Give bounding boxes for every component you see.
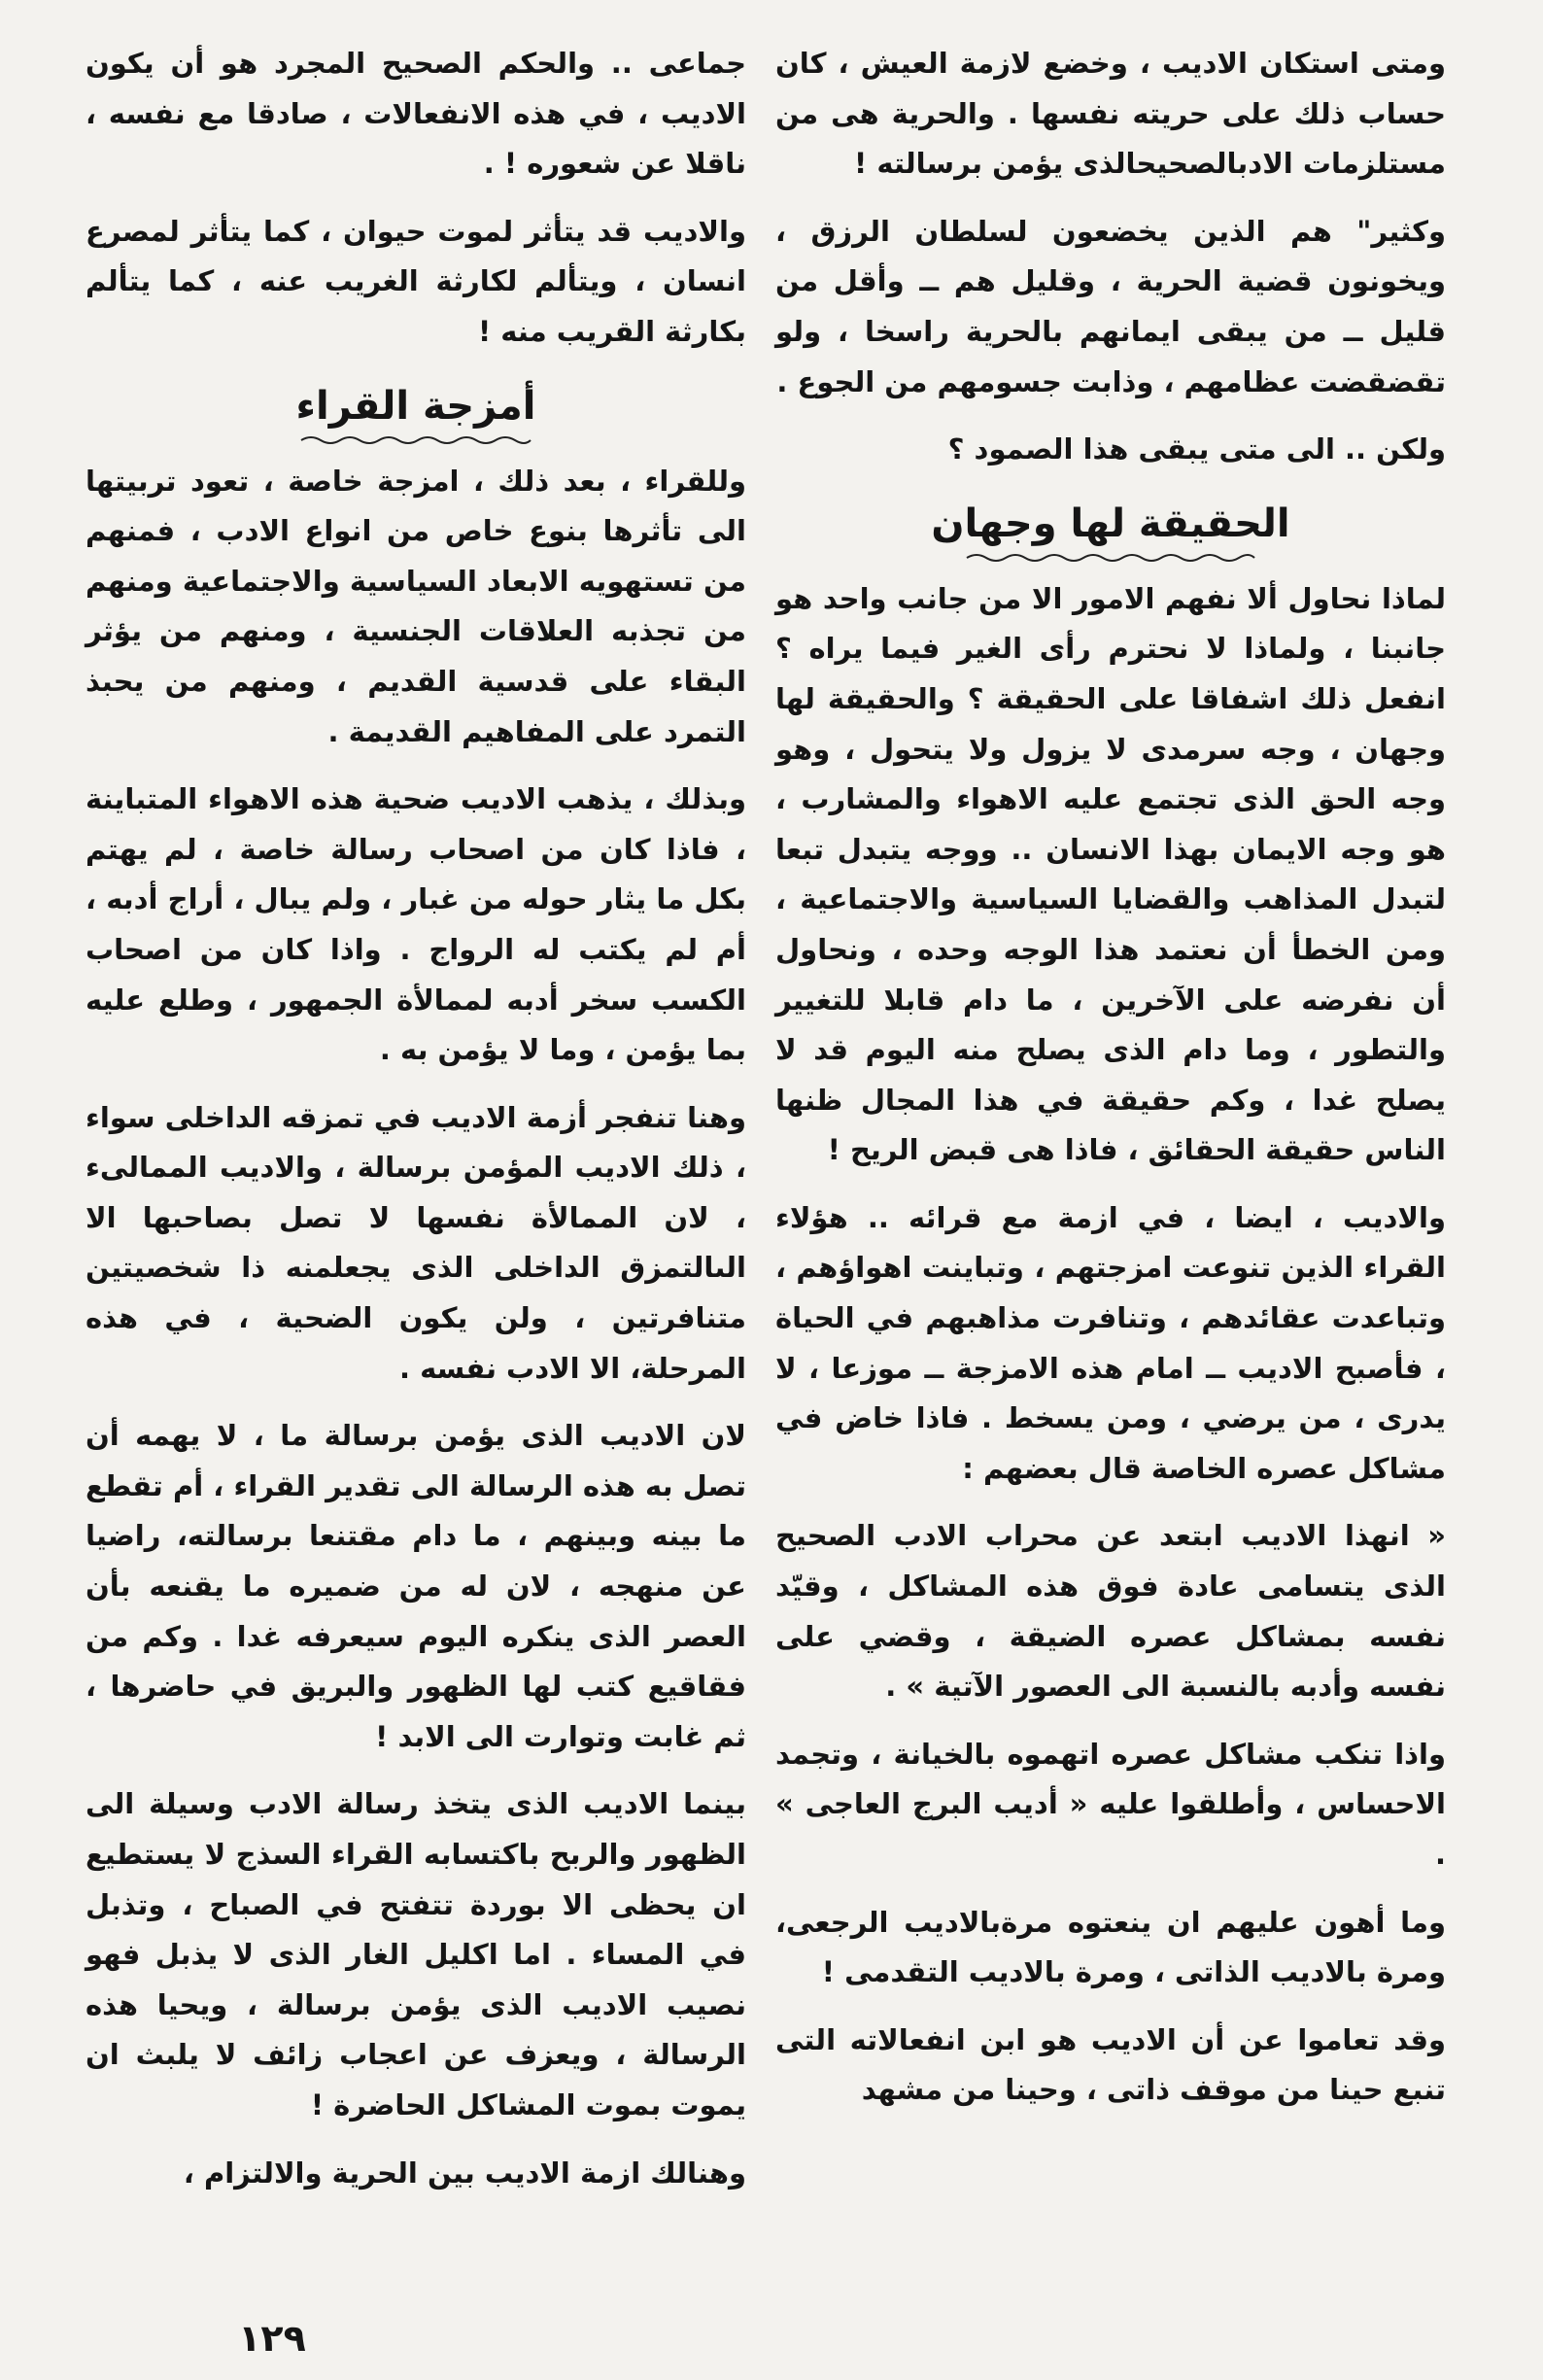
section-heading — [775, 493, 1446, 555]
paragraph: وبذلك ، يذهب الاديب ضحية هذه الاهواء المتباينة ، فاذا كان من اصحاب رسالة خاصة ، لم يهتم بكل ما يثار حوله من غبار ، ولم يبال ، أراج أدبه ، أم لم يكتب له الرواج . واذا كان من اصحاب الكسب سخر أدبه لممالأة الجمهور ، وطلع عليه بما يؤمن ، وما لا يؤمن به . — [86, 782, 746, 1067]
paragraph: ولكن .. الى متى يبقى هذا الصمود ؟ — [947, 432, 1446, 466]
paragraph: جماعى .. والحكم الصحيح المجرد هو أن يكون الاديب ، في هذه الانفعالات ، صادقا مع نفسه ، ناقلا عن شعوره ! . — [86, 47, 746, 181]
paragraph: لماذا نحاول ألا نفهم الامور الا من جانب واحد هو جانبنا ، ولماذا لا نحترم رأى الغير فيما يراه ؟ انفعل ذلك اشفاقا على الحقيقة ؟ والحقيقة لها وجهان ، وجه سرمدى لا يزول ولا يتحول ، وهو وجه الحق الذى تجتمع عليه الاهواء والمشارب ، هو وجه الايمان بهذا الانسان .. ووجه يتبدل تبعا لتبدل المذاهب والقضايا السياسية والاجتماعية ، ومن الخطأ أن نعتمد هذا الوجه وحده ، ونحاول أن نفرضه على الآخرين ، ما دام قابلا للتغيير والتطور ، وما دام الذى يصلح منه اليوم قد لا يصلح غدا ، وكم حقيقة في هذا المجال ظنها الناس حقيقة الحقائق ، فاذا هى قبض الريح ! — [775, 581, 1446, 1167]
quoted-paragraph: « انهذا الاديب ابتعد عن محراب الادب الصحيح الذى يتسامى عادة فوق هذه المشاكل ، وقيّد نفسه بمشاكل عصره الضيقة ، وقضي على نفسه وأدبه بالنسبة الى العصور الآتية » . — [775, 1519, 1446, 1704]
paragraph: والاديب قد يتأثر لموت حيوان ، كما يتأثر لمصرع انسان ، ويتألم لكارثة الغريب عنه ، كما يتألم بكارثة القريب منه ! — [86, 214, 746, 348]
section-heading — [86, 375, 746, 437]
paragraph: ومتى استكان الاديب ، وخضع لازمة العيش ، كان حساب ذلك على حريته نفسها . والحرية هى من مستلزمات الادبالصحيحالذى يؤمن برسالته ! — [775, 47, 1446, 181]
paragraph: وللقراء ، بعد ذلك ، امزجة خاصة ، تعود تربيتها الى تأثرها بنوع خاص من انواع الادب ، فمنهم من تستهويه الابعاد السياسية والاجتماعية ومنهم من تجذبه العلاقات الجنسية ، ومنهم من يؤثر البقاء على قدسية القديم ، ومنهم من يحبذ التمرد على المفاهيم القديمة . — [86, 464, 746, 748]
paragraph: وهنالك ازمة الاديب بين الحرية والالتزام ، — [183, 2156, 746, 2190]
paragraph: وكثير" هم الذين يخضعون لسلطان الرزق ، ويخونون قضية الحرية ، وقليل هم ــ وأقل من قليل ــ من يبقى ايمانهم بالحرية راسخا ، ولو تقضقضت عظامهم ، وذابت جسومهم من الجوع . — [775, 214, 1446, 398]
paragraph: لان الاديب الذى يؤمن برسالة ما ، لا يهمه أن تصل به هذه الرسالة الى تقدير القراء ، أم تقطع ما بينه وبينهم ، ما دام مقتنعا برسالته، راضيا عن منهجه ، لان له من ضميره ما يقنعه بأن العصر الذى ينكره اليوم سيعرفه غدا . وكم من فقاقيع كتب لها الظهور والبريق في حاضرها ، ثم غابت وتوارت الى الابد ! — [86, 1419, 746, 1753]
paragraph: بينما الاديب الذى يتخذ رسالة الادب وسيلة الى الظهور والربح باكتسابه القراء السذج لا يستطيع ان يحظى الا بوردة تتفتح في الصباح ، وتذبل في المساء . اما اكليل الغار الذى لا يذبل فهو نصيب الاديب الذى يؤمن برسالة ، ويحيا هذه الرسالة ، ويعزف عن اعجاب زائف لا يلبث ان يموت بموت المشاكل الحاضرة ! — [86, 1787, 746, 2121]
paragraph: وما أهون عليهم ان ينعتوه مرةبالاديب الرجعى، ومرة بالاديب الذاتى ، ومرة بالاديب التقدمى ! — [775, 1905, 1446, 1989]
left-column — [86, 39, 746, 2216]
paragraph: وهنا تنفجر أزمة الاديب في تمزقه الداخلى سواء ، ذلك الاديب المؤمن برسالة ، والاديب الممالىء ، لان الممالأة نفسها لا تصل بصاحبها الا الىالتمزق الداخلى الذى يجعلمنه ذا شخصيتين متنافرتين ، ولن يكون الضحية ، في هذه المرحلة، الا الادب نفسه . — [86, 1100, 746, 1385]
heading-underline-ornament — [299, 433, 532, 447]
section-heading-text: الحقيقة لها وجهان — [931, 500, 1290, 546]
right-column — [775, 39, 1446, 2133]
section-heading-text: أمزجة القراء — [295, 383, 536, 429]
paragraph: واذا تنكب مشاكل عصره اتهموه بالخيانة ، وتجمد الاحساس ، وأطلقوا عليه « أديب البرج العاجى » . — [775, 1737, 1446, 1871]
paragraph: والاديب ، ايضا ، في ازمة مع قرائه .. هؤلاء القراء الذين تنوعت امزجتهم ، وتباينت اهواؤهم ، وتباعدت عقائدهم ، وتنافرت مذاهبهم في الحياة ، فأصبح الاديب ــ امام هذه الامزجة ــ موزعا ، لا يدرى ، من يرضي ، ومن يسخط . فاذا خاض في مشاكل عصره الخاصة قال بعضهم : — [775, 1200, 1446, 1485]
paragraph: وقد تعاموا عن أن الاديب هو ابن انفعالاته التى تنبع حينا من موقف ذاتى ، وحينا من مشهد — [775, 2022, 1446, 2107]
heading-underline-ornament — [965, 551, 1256, 565]
page-number: ١٢٩ — [238, 2317, 306, 2360]
